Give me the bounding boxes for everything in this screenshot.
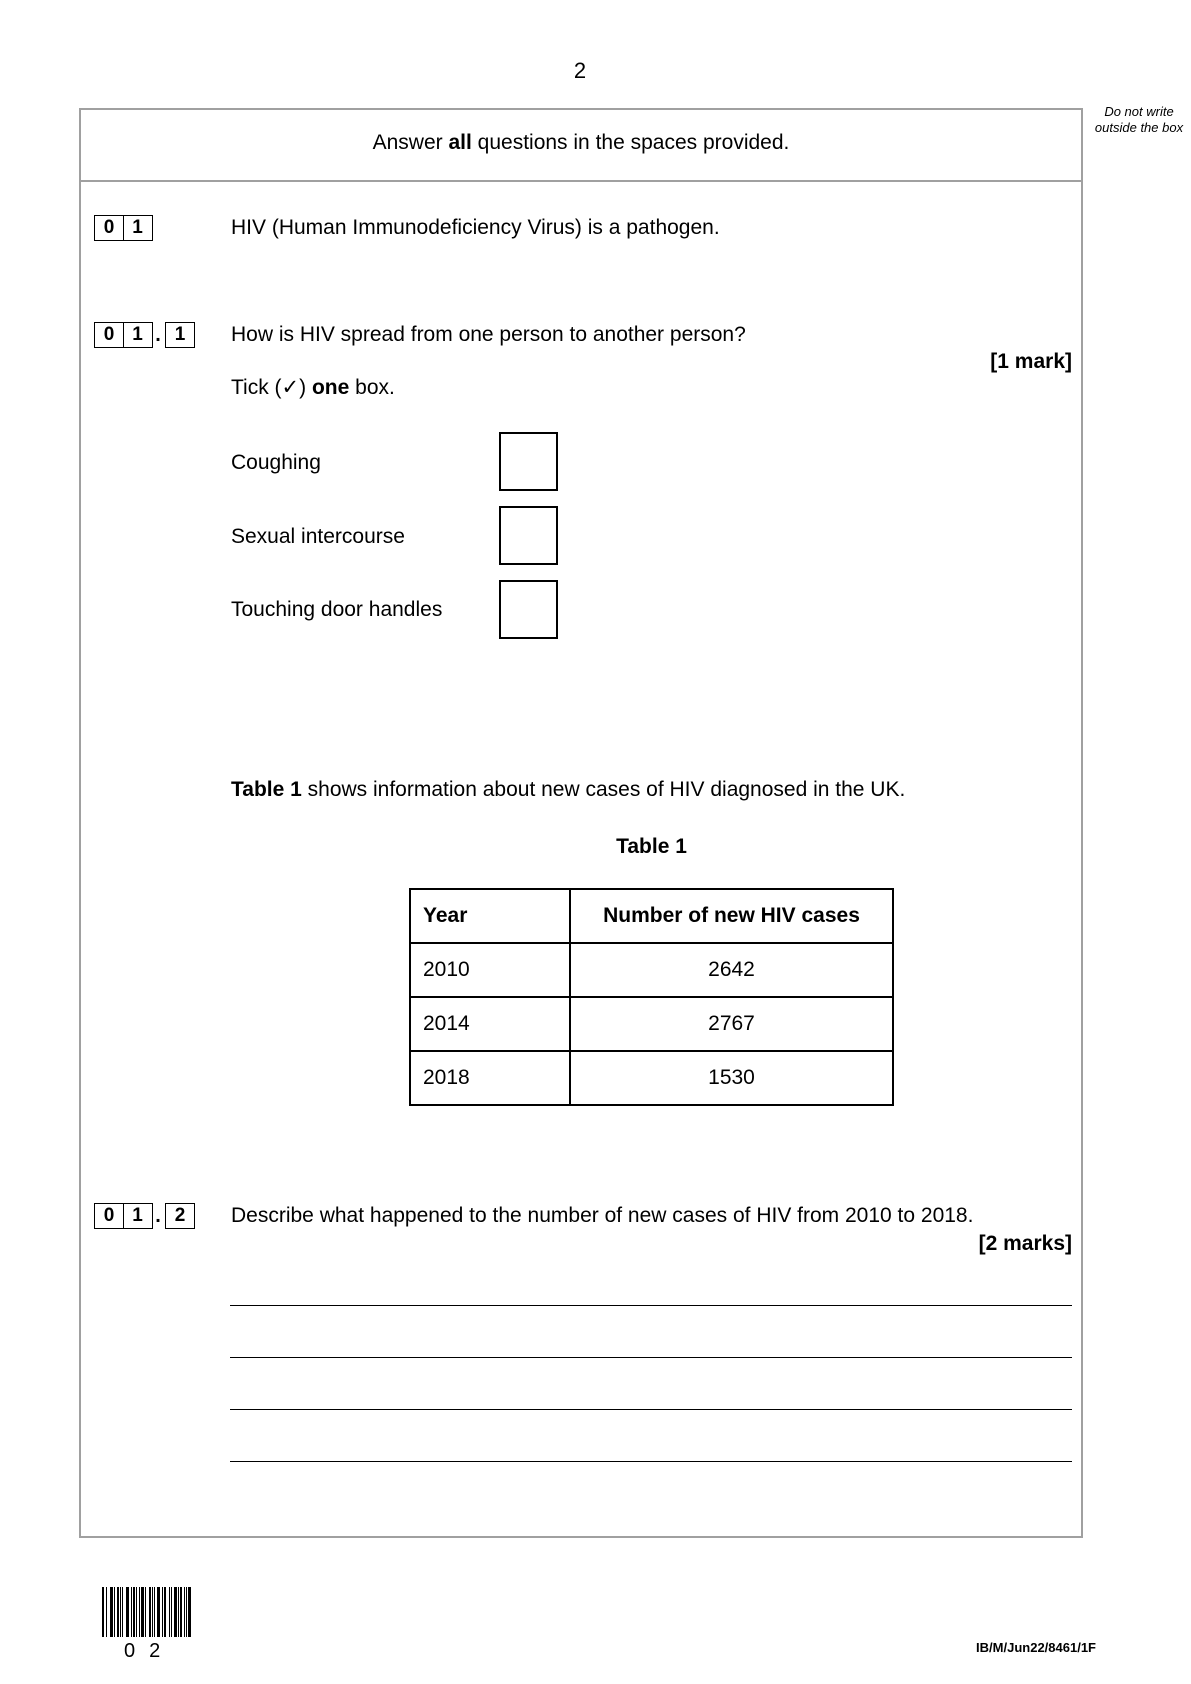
q01-text: HIV (Human Immunodeficiency Virus) is a pathogen. bbox=[231, 216, 720, 239]
instruction-before: Answer bbox=[372, 131, 449, 154]
table-header-row bbox=[410, 889, 893, 943]
question-number-01-2 bbox=[94, 1203, 194, 1229]
table-cell-cases: 1530 bbox=[570, 1051, 893, 1105]
tick-after: box. bbox=[349, 376, 395, 399]
table-row bbox=[410, 1051, 893, 1105]
answer-line[interactable] bbox=[230, 1409, 1072, 1410]
digit-box: 1 bbox=[123, 1203, 153, 1229]
tick-bold: one bbox=[311, 376, 350, 399]
table-cell-year: 2018 bbox=[410, 1051, 570, 1105]
answer-line[interactable] bbox=[230, 1461, 1072, 1462]
option-label-coughing: Coughing bbox=[231, 451, 321, 474]
tick-before: Tick (✓) bbox=[231, 376, 312, 399]
option-label-sexual-intercourse: Sexual intercourse bbox=[231, 525, 405, 548]
answer-line[interactable] bbox=[230, 1357, 1072, 1358]
q01-2-question: Describe what happened to the number of new cases of HIV from 2010 to 2018. bbox=[231, 1204, 974, 1227]
question-dot: . bbox=[155, 323, 161, 346]
digit-box: 1 bbox=[123, 215, 153, 241]
tick-box-touching-door-handles[interactable] bbox=[499, 580, 558, 639]
table-caption: Table 1 bbox=[616, 835, 687, 858]
answer-line[interactable] bbox=[230, 1305, 1072, 1306]
paper-code: IB/M/Jun22/8461/1F bbox=[976, 1640, 1096, 1655]
table-cell-year: 2014 bbox=[410, 997, 570, 1051]
tick-box-sexual-intercourse[interactable] bbox=[499, 506, 558, 565]
table-intro bbox=[231, 778, 905, 802]
question-number-01-1 bbox=[94, 322, 194, 348]
table-row bbox=[410, 997, 893, 1051]
digit-box: 0 bbox=[94, 1203, 124, 1229]
question-dot: . bbox=[155, 1204, 161, 1227]
hiv-cases-table bbox=[409, 888, 894, 1106]
tick-box-coughing[interactable] bbox=[499, 432, 558, 491]
header-divider bbox=[79, 180, 1083, 182]
margin-note: Do not write outside the box bbox=[1094, 104, 1184, 135]
digit-box: 1 bbox=[123, 322, 153, 348]
table-cell-cases: 2642 bbox=[570, 943, 893, 997]
instruction-after: questions in the spaces provided. bbox=[471, 131, 790, 154]
question-number-01 bbox=[94, 215, 151, 241]
instruction-bold: all bbox=[448, 131, 472, 154]
table-intro-rest: shows information about new cases of HIV diagnosed in the UK. bbox=[301, 778, 906, 801]
digit-box: 0 bbox=[94, 215, 124, 241]
tick-instruction bbox=[231, 375, 395, 400]
table-intro-bold: Table 1 bbox=[231, 778, 302, 801]
digit-box: 2 bbox=[165, 1203, 195, 1229]
table-cell-year: 2010 bbox=[410, 943, 570, 997]
q01-2-marks: [2 marks] bbox=[978, 1232, 1072, 1255]
table-cell-cases: 2767 bbox=[570, 997, 893, 1051]
page-number: 2 bbox=[573, 58, 587, 83]
barcode-digits: 02 bbox=[124, 1640, 175, 1662]
barcode-icon bbox=[102, 1587, 210, 1637]
column-header-cases: Number of new HIV cases bbox=[570, 889, 893, 943]
q01-1-marks: [1 mark] bbox=[990, 350, 1072, 373]
table-row bbox=[410, 943, 893, 997]
digit-box: 0 bbox=[94, 322, 124, 348]
q01-1-question: How is HIV spread from one person to another person? bbox=[231, 323, 746, 346]
digit-box: 1 bbox=[165, 322, 195, 348]
column-header-year: Year bbox=[410, 889, 570, 943]
option-label-touching-door-handles: Touching door handles bbox=[231, 598, 443, 621]
instruction bbox=[79, 131, 1083, 155]
